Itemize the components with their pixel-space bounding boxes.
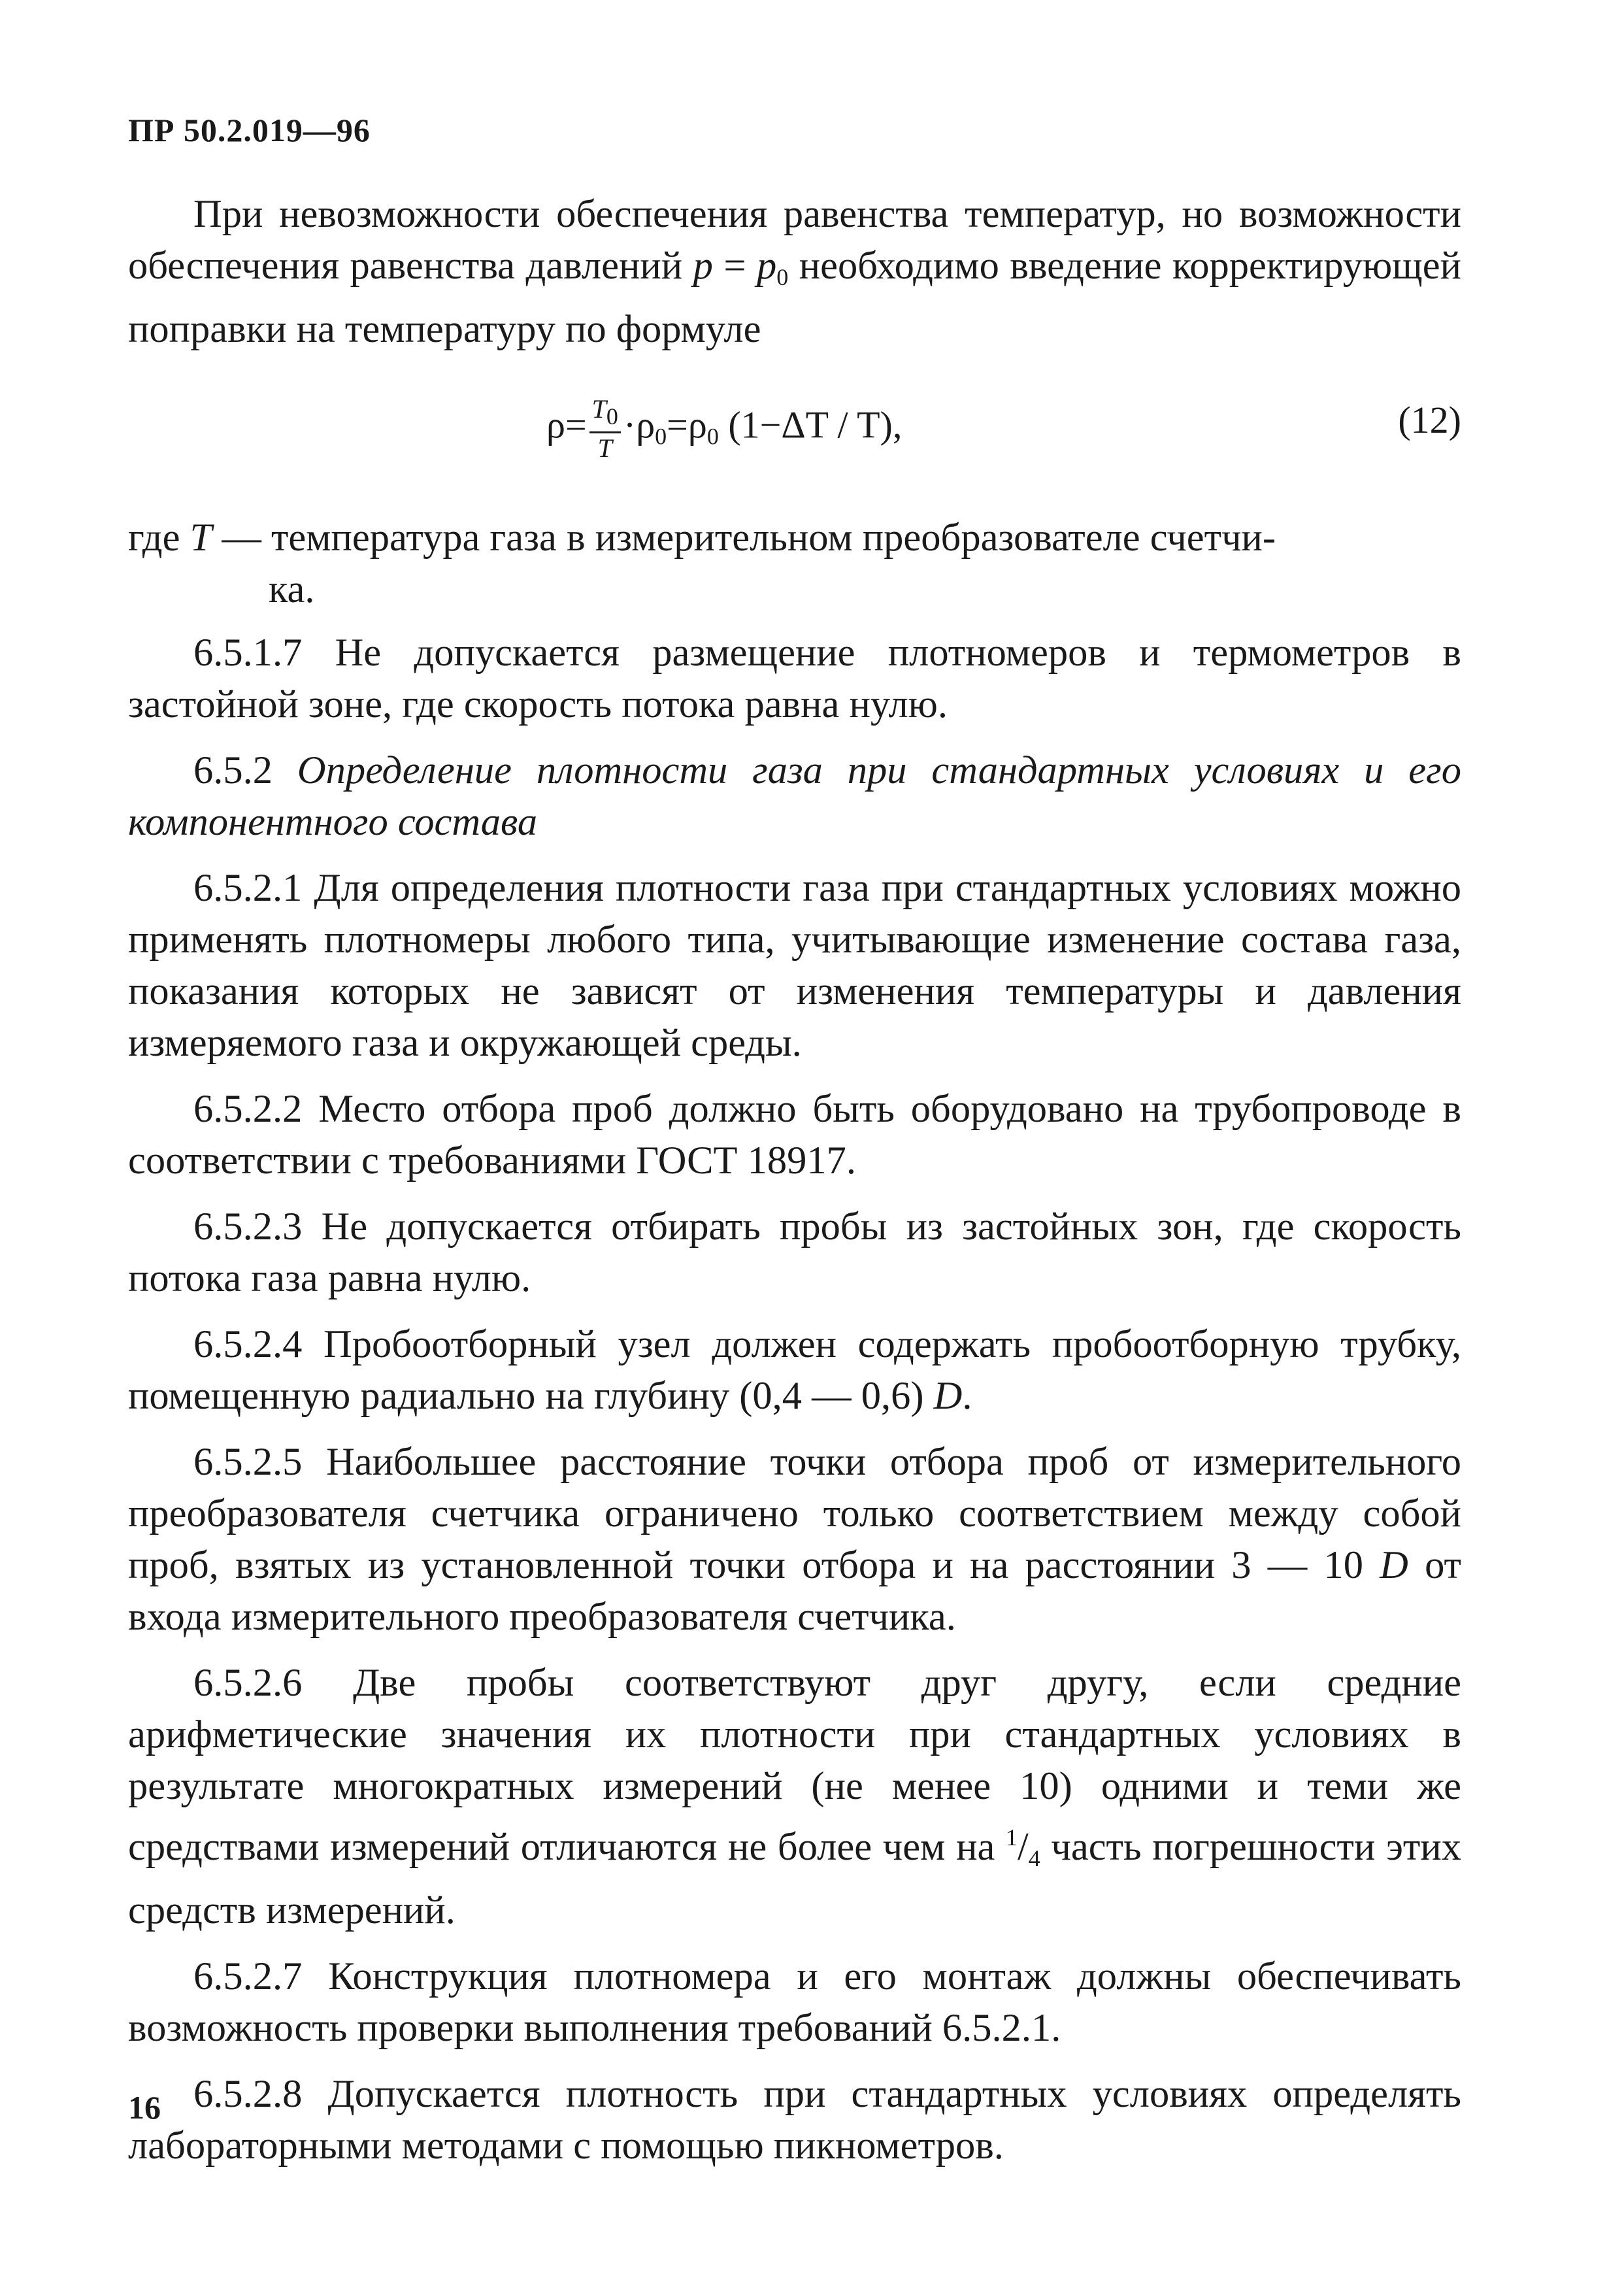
formula-rho0: ·ρ bbox=[623, 403, 655, 446]
fraction-one-quarter: $^1/_4$ bbox=[1006, 1824, 1040, 1871]
formula-lhs: ρ= bbox=[546, 403, 587, 446]
where-continuation: ка. bbox=[269, 567, 315, 611]
paragraph-6-5-2-3: 6.5.2.3 Не допускается отбирать пробы из застойных зон, где скорость потока газа равна нулю. bbox=[128, 1205, 1461, 1300]
paragraph-6-5-1-7: 6.5.1.7 Не допускается размещение плотномеров и термометров в застойной зоне, где скорость потока равна нулю. bbox=[128, 631, 1461, 726]
var-D: D bbox=[1380, 1543, 1408, 1587]
section-title-6-5-2: Определение плотности газа при стандартных условиях и его компонентного состава bbox=[128, 748, 1462, 844]
intro-text-1: При невозможности обеспечения равенства температур, но возможности обеспечения равенства давлений bbox=[128, 192, 1461, 288]
intro-text-2: необходимо введение корректирующей поправки на температуру по формуле bbox=[128, 244, 1461, 351]
paragraph-6-5-2-1: 6.5.2.1 Для определения плотности газа при стандартных условиях можно применять плотномеры любого типа, учитывающие изменение состава газа, показания которых не зависят от изменения температуры и давления измеряемого газа и окружающей среды. bbox=[128, 866, 1461, 1065]
fraction-denominator: T bbox=[597, 433, 612, 463]
document-body bbox=[128, 188, 1461, 2186]
where-paragraph: где T — температура газа в измерительном преобразователе счетчи- ка. bbox=[128, 512, 1461, 615]
var-p0-subscript: 0 bbox=[776, 264, 789, 290]
paragraph-6-5-2-2: 6.5.2.2 Место отбора проб должно быть оборудовано на трубопроводе в соответствии с требованиями ГОСТ 18917. bbox=[128, 1087, 1461, 1182]
paragraph-6-5-2-6: 6.5.2.6 Две пробы соответствуют друг другу, если средние арифметические значения их плотности при стандартных условиях в результате многократных измерений (не менее 10) одними и теми же средствами измерений отличаются не более чем на $^1/_4$ часть погрешности этих средств измерений. bbox=[128, 1661, 1462, 1932]
paragraph-6-5-2-7: 6.5.2.7 Конструкция плотномера и его монтаж должны обеспечивать возможность проверки выполнения требований 6.5.2.1. bbox=[128, 1954, 1461, 2050]
formula-12: ρ= $\frac{T0}{T}$ $\cdot\rho_0=\rho_0$ (1−ΔT / T), bbox=[546, 394, 903, 463]
var-p0: p bbox=[756, 244, 777, 288]
var-T: T bbox=[190, 516, 212, 560]
fraction-numerator: T0 bbox=[589, 394, 621, 433]
formula-tail: (1−ΔT / T), bbox=[728, 403, 903, 446]
paragraph-6-5-2-8: 6.5.2.8 Допускается плотность при стандартных условиях определять лабораторными методами с помощью пикнометров. bbox=[128, 2072, 1461, 2168]
var-D: D bbox=[933, 1374, 963, 1418]
paragraph-6-5-2-4: 6.5.2.4 Пробоотборный узел должен содержать пробоотборную трубку, помещенную радиально на глубину (0,4 — 0,6) D. bbox=[128, 1322, 1461, 1418]
formula-fraction bbox=[589, 394, 621, 463]
paragraph-6-5-2: 6.5.2 Определение плотности газа при стандартных условиях и его компонентного состава bbox=[128, 748, 1462, 844]
equation-number: (12) bbox=[1398, 399, 1461, 441]
var-p: p bbox=[693, 244, 713, 288]
document-code-header: ПР 50.2.019—96 bbox=[128, 112, 371, 148]
formula-equals-rho0: =ρ bbox=[667, 403, 707, 446]
intro-paragraph bbox=[128, 188, 1461, 355]
intro-equals: = bbox=[712, 244, 757, 288]
paragraph-6-5-2-5: 6.5.2.5 Наибольшее расстояние точки отбора проб от измерительного преобразователя счетчика ограничено только соответствием между собой проб, взятых из установленной точки отбора и на расстоянии 3 — 10 D от входа измерительного преобразователя счетчика. bbox=[128, 1440, 1461, 1639]
formula-block bbox=[128, 394, 1461, 486]
page-number: 16 bbox=[128, 2089, 161, 2126]
